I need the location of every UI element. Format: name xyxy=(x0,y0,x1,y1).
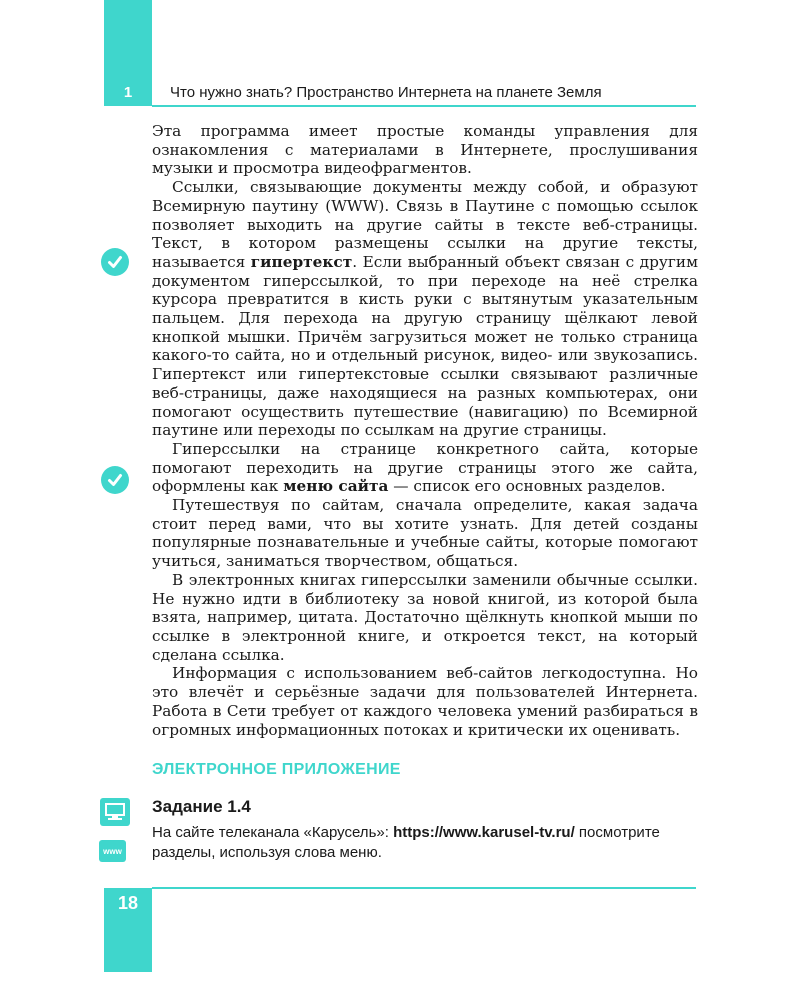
footer-rule xyxy=(152,887,696,889)
paragraph: Путешествуя по сайтам, сначала определите, какая задача стоит перед вами, что вы хотите узнать. Для детей созданы популярные познавательные и учебные сайты, которые помогают учиться, заниматься творчеством, общаться. xyxy=(152,496,698,571)
page-number: 18 xyxy=(117,893,139,913)
header-rule xyxy=(152,105,696,107)
term-site-menu: меню сайта xyxy=(283,477,389,496)
section-heading: ЭЛЕКТРОННОЕ ПРИЛОЖЕНИЕ xyxy=(152,761,401,778)
body-text xyxy=(152,122,698,739)
term-hypertext: гипертекст xyxy=(250,252,353,271)
task-url[interactable]: https://www.karusel-tv.ru/ xyxy=(393,824,575,841)
check-icon xyxy=(101,466,129,494)
paragraph: Эта программа имеет простые команды управления для ознакомления с материалами в Интернете, прослушивания музыки и просмотра видеофрагментов. xyxy=(152,122,698,178)
paragraph: В электронных книгах гиперссылки заменили обычные ссылки. Не нужно идти в библиотеку за новой книгой, из которой была взята, например, цитата. Достаточно щёлкнуть кнопкой мыши по ссылке в электронной книге, и откроется текст, на который сделана ссылка. xyxy=(152,570,698,664)
monitor-icon xyxy=(100,798,130,826)
task-text: На сайте телеканала «Карусель»: https://www.karusel-tv.ru/ посмотрите разделы, используя слова меню. xyxy=(152,824,660,861)
check-icon xyxy=(101,248,129,276)
paragraph: Информация с использованием веб-сайтов легкодоступна. Но это влечёт и серьёзные задачи для пользователей Интернета. Работа в Сети требует от каждого человека умений разбираться в огромных информационных потоках и критически их оценивать. xyxy=(152,664,698,739)
paragraph: Гиперссылки на странице конкретного сайта, которые помогают переходить на другие страницы этого же сайта, оформлены как меню сайта — список его основных разделов. xyxy=(152,439,698,496)
running-head: Что нужно знать? Пространство Интернета на планете Земля xyxy=(170,84,602,101)
www-icon: www xyxy=(99,840,126,862)
chapter-number: 1 xyxy=(123,84,133,101)
paragraph: Ссылки, связывающие документы между собой, и образуют Всемирную паутину (WWW). Связь в Паутине с помощью ссылок позволяет выходить на другие сайты в тексте веб-страницы. Текст, в котором размещены ссылки на другие тексты, называется гипертекст. Если выбранный объект связан с другим документом гиперссылкой, то при переходе на неё стрелка курсора превратится в кисть руки с вытянутым указательным пальцем. Для перехода на другую страницу щёлкают левой кнопкой мышки. Причём загрузиться может не только страница какого-то сайта, но и отдельный рисунок, видео- или звукозапись. Гипертекст или гипертекстовые ссылки связывают различные веб-страницы, даже находящиеся на разных компьютерах, они помогают осуществить путешествие (навигацию) по Всемирной паутине или переходы по ссылкам на другие страницы. xyxy=(152,178,698,440)
task-title: Задание 1.4 xyxy=(152,797,251,816)
